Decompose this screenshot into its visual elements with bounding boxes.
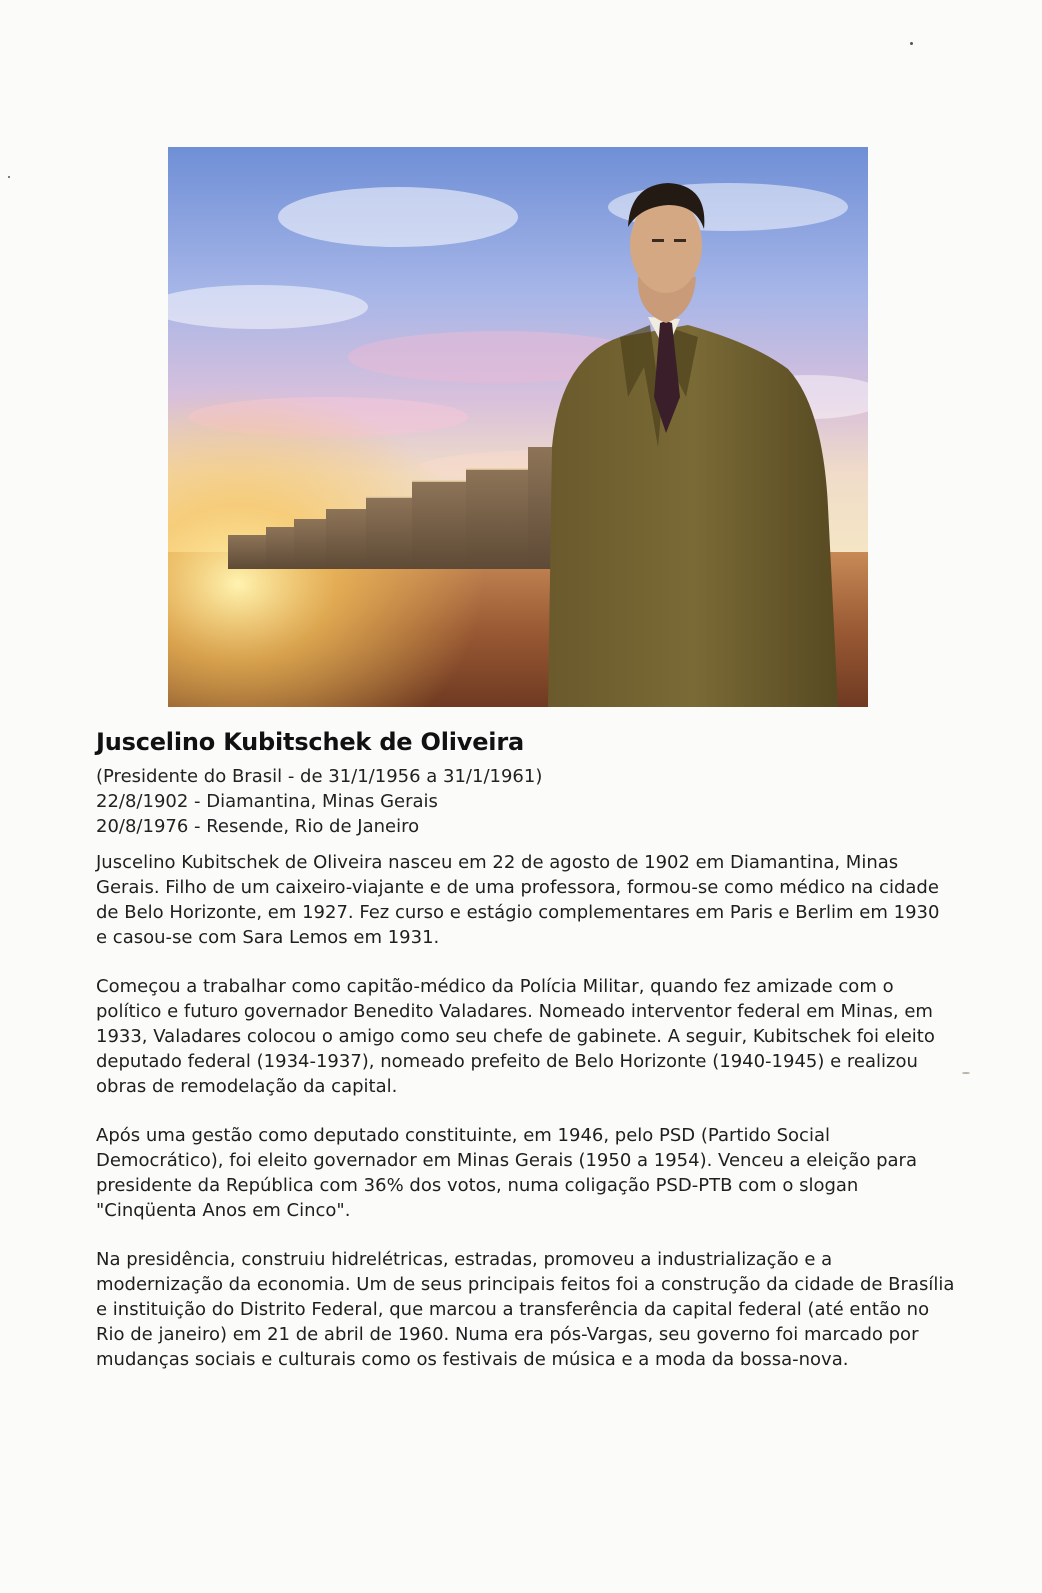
paper-speck	[910, 42, 913, 45]
paragraph-election: Após uma gestão como deputado constituinte, em 1946, pelo PSD (Partido Social Democrático), foi eleito governador em Minas Gerais (1950 a 1954). Venceu a eleição para presidente da República com 36% dos votos, numa coligação PSD-PTB com o slogan "Cinqüenta Anos em Cinco".	[96, 1125, 917, 1221]
biography-body	[96, 850, 956, 1396]
paragraph-presidency: Na presidência, construiu hidrelétricas, estradas, promoveu a industrialização e a modernização da economia. Um de seus principais feitos foi a construção da cidade de Brasília e instituição do Distrito Federal, que marcou a transferência da capital federal (até então no Rio de janeiro) em 21 de abril de 1960. Numa era pós-Vargas, seu governo foi marcado por mudanças sociais e culturais como os festivais de música e a moda da bossa-nova.	[96, 1249, 955, 1370]
presidency-term: (Presidente do Brasil - de 31/1/1956 a 31/1/1961)	[96, 766, 543, 787]
paper-speck	[962, 1072, 970, 1074]
death-info: 20/8/1976 - Resende, Rio de Janeiro	[96, 816, 420, 837]
biographical-meta	[96, 764, 542, 839]
page-title: Juscelino Kubitschek de Oliveira	[96, 728, 524, 756]
paper-speck	[8, 176, 10, 178]
paragraph-political-career: Começou a trabalhar como capitão-médico da Polícia Militar, quando fez amizade com o político e futuro governador Benedito Valadares. Nomeado interventor federal em Minas, em 1933, Valadares colocou o amigo como seu chefe de gabinete. A seguir, Kubitschek foi eleito deputado federal (1934-1937), nomeado prefeito de Belo Horizonte (1940-1945) e realizou obras de remodelação da capital.	[96, 976, 935, 1097]
portrait-photo	[168, 147, 868, 707]
paragraph-early-life: Juscelino Kubitschek de Oliveira nasceu em 22 de agosto de 1902 em Diamantina, Minas Gerais. Filho de um caixeiro-viajante e de uma professora, formou-se como médico na cidade de Belo Horizonte, em 1927. Fez curso e estágio complementares em Paris e Berlim em 1930 e casou-se com Sara Lemos em 1931.	[96, 852, 940, 948]
birth-info: 22/8/1902 - Diamantina, Minas Gerais	[96, 791, 438, 812]
portrait-illustration	[168, 147, 868, 707]
